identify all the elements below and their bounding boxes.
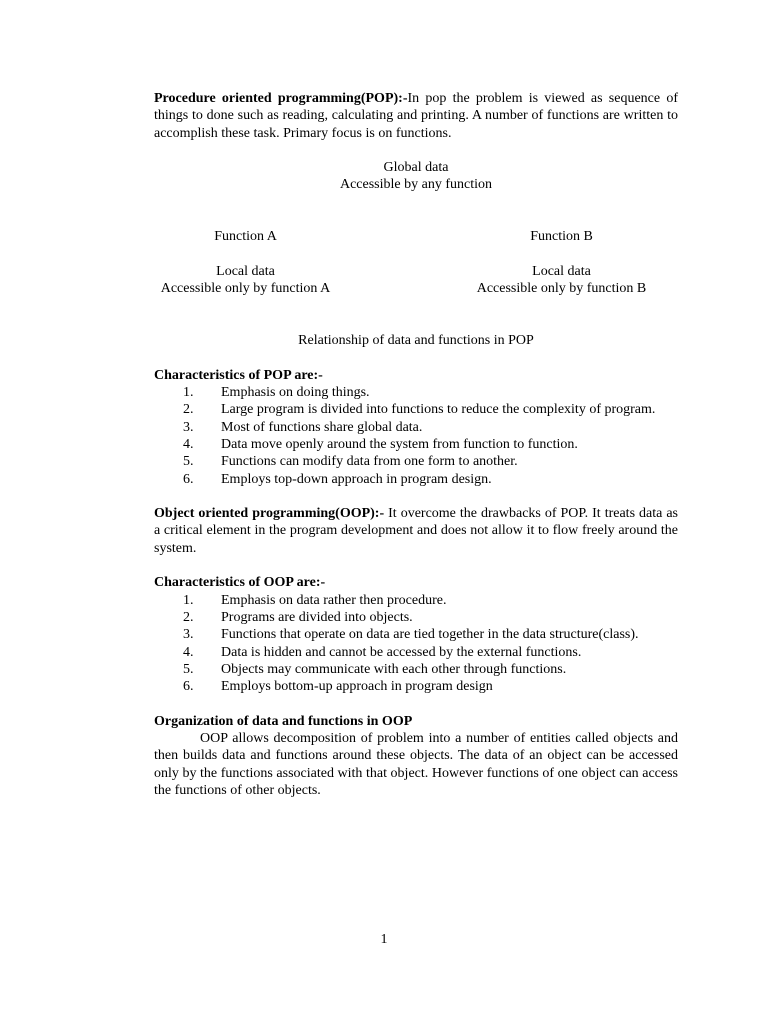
list-item: 4. Data move openly around the system from function to function. bbox=[183, 436, 578, 452]
access-row bbox=[154, 280, 678, 297]
oop-heading: Object oriented programming(OOP):- bbox=[154, 506, 385, 522]
pop-characteristics-list bbox=[154, 384, 678, 488]
local-data-a: Local data bbox=[216, 263, 275, 279]
organization-text: OOP allows decomposition of problem into a number of entities called objects and then builds data and functions around these objects. The data of an object can be accessed only by the functions associated with that object. However functions of one object can access the functions of other objects. bbox=[154, 730, 678, 798]
local-data-row bbox=[154, 263, 678, 280]
oop-text: It overcome the drawbacks of POP. It treats data as a critical element in the program development and does not allow it to flow freely around the system. bbox=[154, 506, 678, 556]
global-data-title: Global data bbox=[383, 160, 449, 176]
pop-paragraph bbox=[154, 90, 678, 142]
list-item: 2. Large program is divided into functions to reduce the complexity of program. bbox=[183, 402, 656, 418]
oop-characteristics-list bbox=[154, 592, 678, 696]
function-b-label: Function B bbox=[530, 229, 593, 245]
list-item: 4. Data is hidden and cannot be accessed by the external functions. bbox=[183, 644, 582, 660]
access-a: Accessible only by function A bbox=[160, 281, 331, 297]
list-item: 1. Emphasis on data rather then procedure. bbox=[183, 592, 447, 608]
oop-paragraph bbox=[154, 505, 678, 557]
pop-heading: Procedure oriented programming(POP):- bbox=[154, 91, 408, 106]
document-page bbox=[154, 90, 678, 799]
function-a-label: Function A bbox=[214, 229, 277, 245]
local-data-b: Local data bbox=[532, 263, 591, 279]
list-item: 1. Emphasis on doing things. bbox=[183, 385, 370, 401]
oop-characteristics-heading: Characteristics of OOP are:- bbox=[154, 575, 326, 591]
function-row bbox=[154, 228, 678, 245]
page-number: 1 bbox=[380, 932, 388, 947]
organization-heading: Organization of data and functions in OOP bbox=[154, 713, 413, 729]
access-b: Accessible only by function B bbox=[476, 281, 647, 297]
list-item: 5. Functions can modify data from one form to another. bbox=[183, 454, 518, 470]
list-item: 3. Functions that operate on data are tied together in the data structure(class). bbox=[183, 627, 639, 643]
list-item: 3. Most of functions share global data. bbox=[183, 419, 423, 435]
list-item: 6. Employs bottom-up approach in program design bbox=[183, 679, 493, 695]
list-item: 2. Programs are divided into objects. bbox=[183, 609, 413, 625]
global-data-subtitle: Accessible by any function bbox=[339, 177, 492, 193]
pop-text: In pop the problem is viewed as sequence of things to done such as reading, calculating and printing. A number of functions are written to accomplish these task. Primary focus is on functions. bbox=[154, 91, 678, 141]
list-item: 5. Objects may communicate with each other through functions. bbox=[183, 661, 567, 677]
list-item: 6. Employs top-down approach in program design. bbox=[183, 471, 492, 487]
pop-characteristics-heading: Characteristics of POP are:- bbox=[154, 367, 323, 383]
diagram-caption: Relationship of data and functions in POP bbox=[298, 333, 534, 349]
